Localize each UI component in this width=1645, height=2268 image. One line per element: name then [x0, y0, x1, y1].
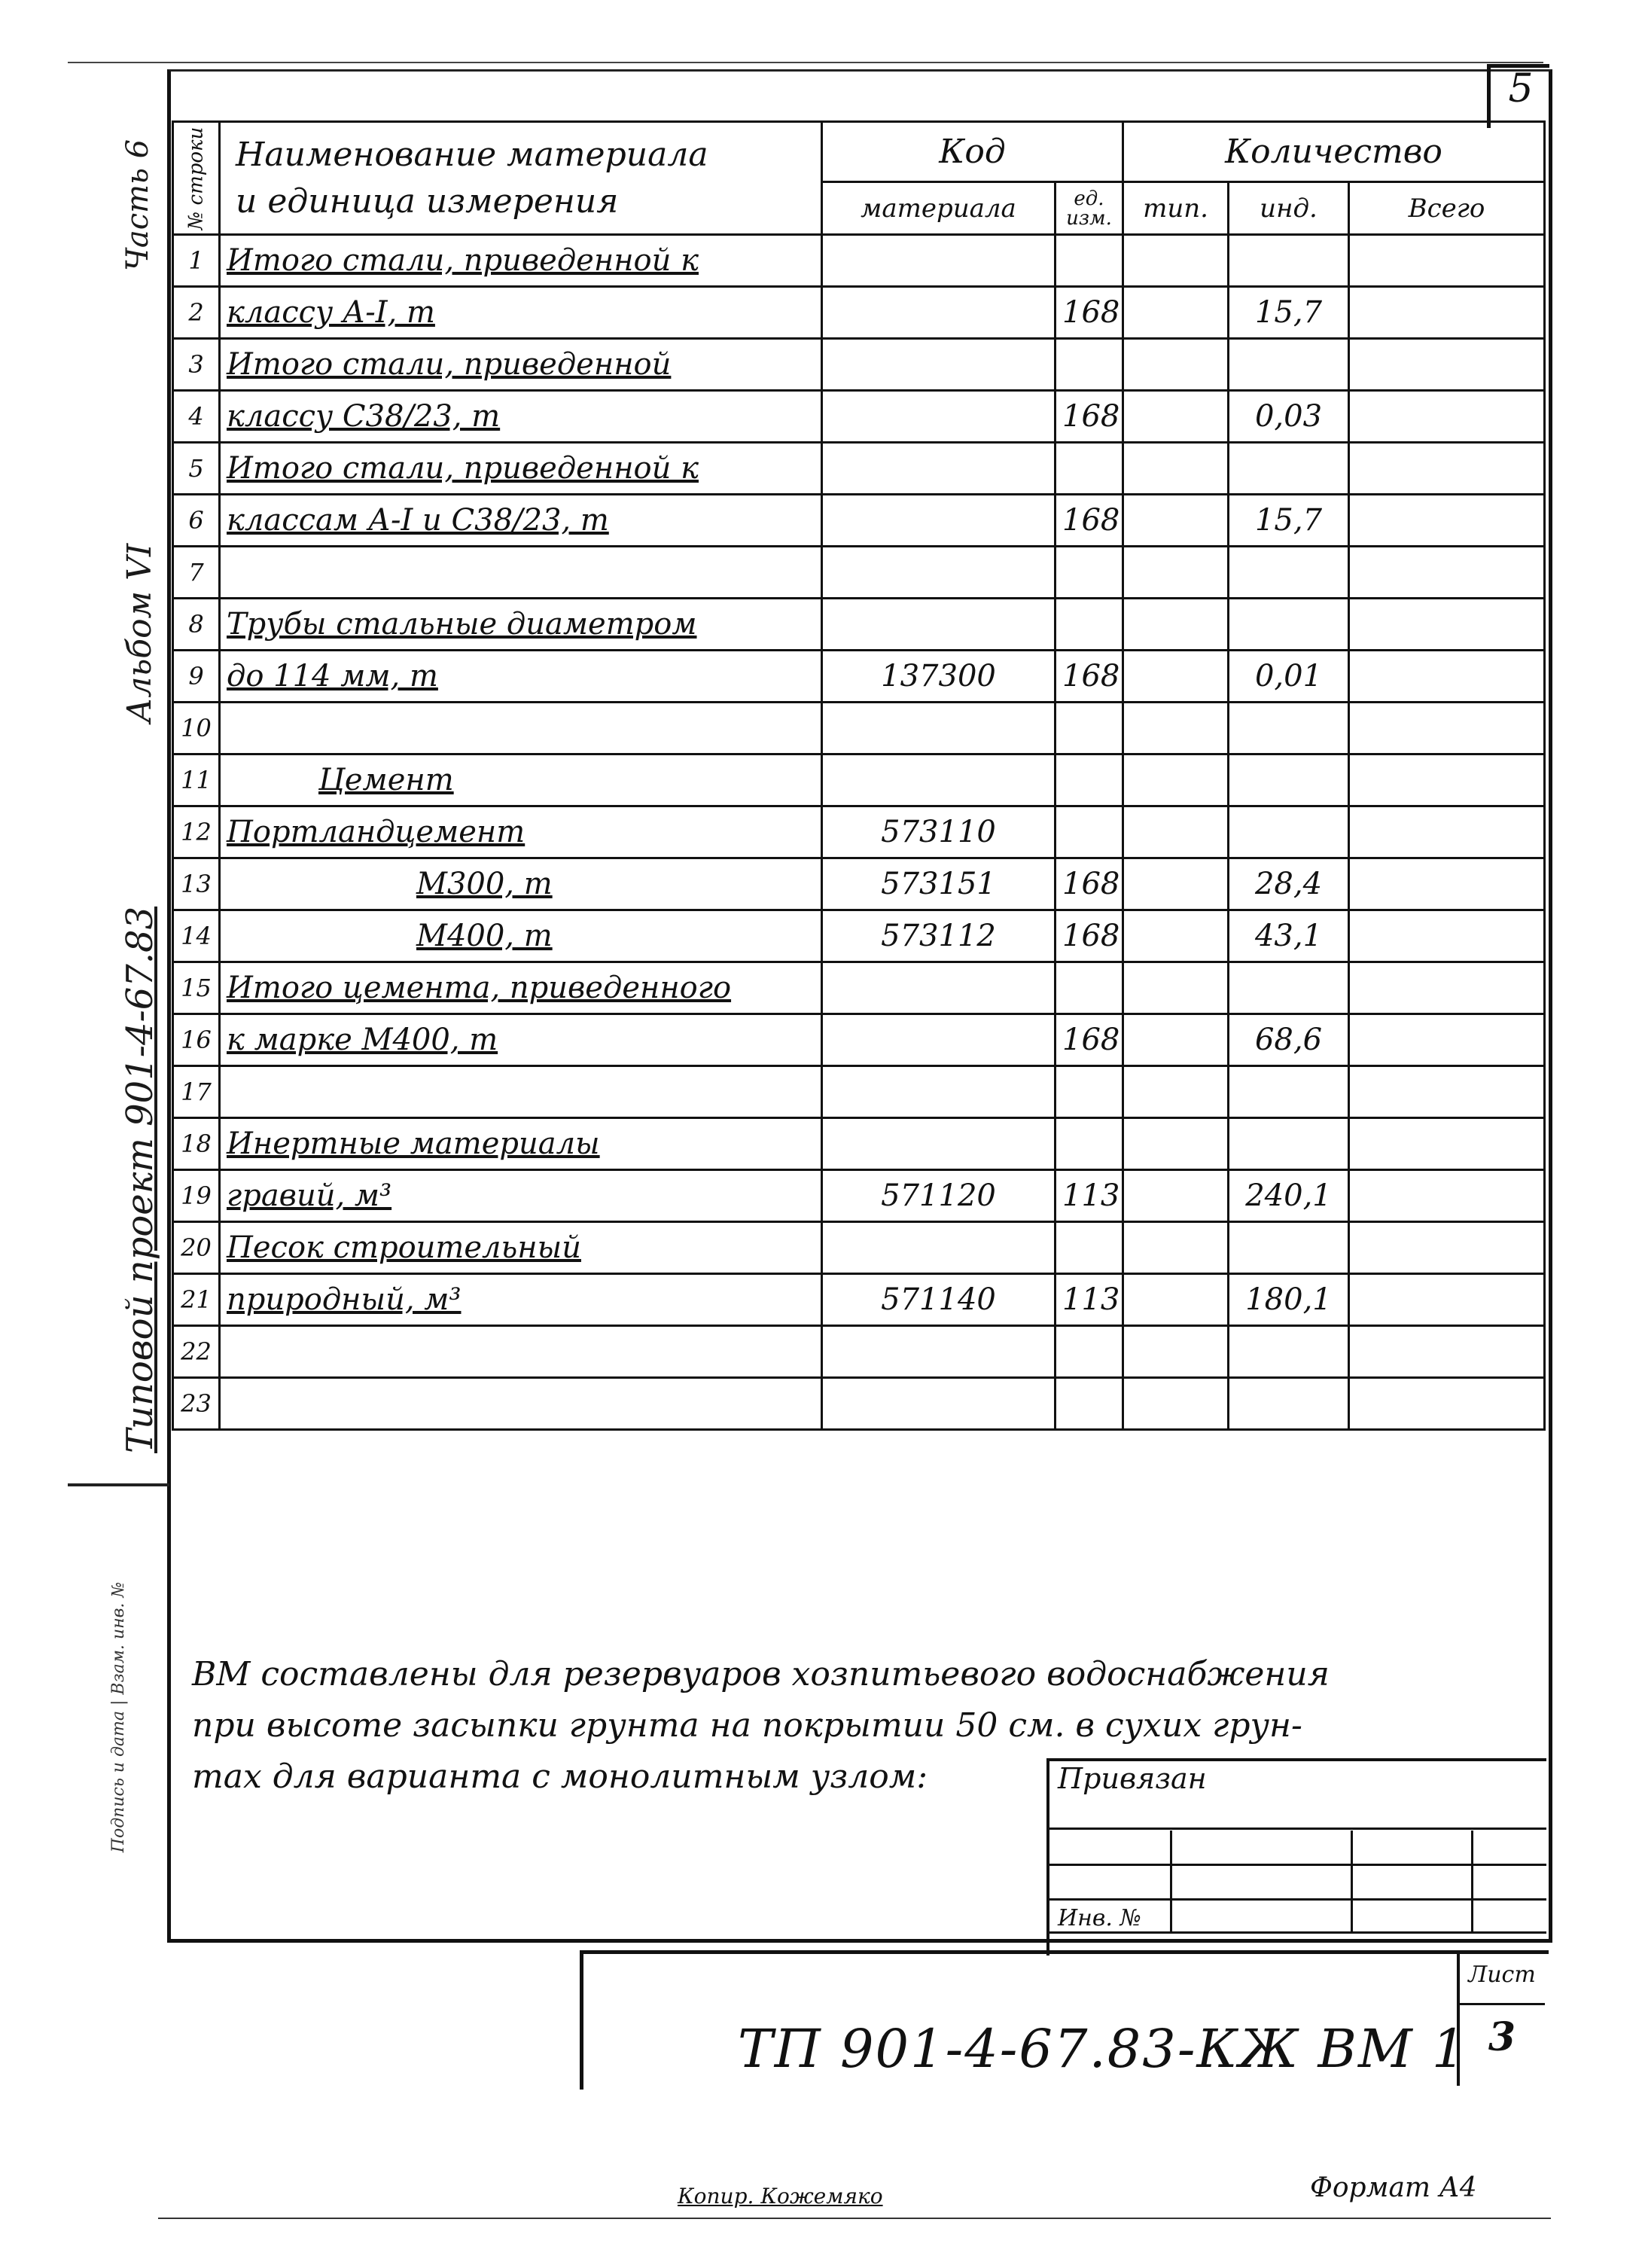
row-number: 21	[173, 1274, 220, 1326]
material-code	[822, 547, 1056, 599]
qty-ind: 180,1	[1229, 1274, 1349, 1326]
qty-ind: 15,7	[1229, 495, 1349, 547]
qty-ind: 240,1	[1229, 1170, 1349, 1222]
material-code	[822, 1326, 1056, 1378]
material-name: природный, м³	[220, 1274, 822, 1326]
bottom-border-line	[158, 2218, 1551, 2219]
table-row	[173, 1222, 1545, 1274]
sheet-divider-line	[1457, 2003, 1545, 2005]
qty-typ	[1123, 962, 1229, 1014]
table-row	[173, 962, 1545, 1014]
unit-code: 168	[1056, 495, 1123, 547]
unit-code: 168	[1056, 651, 1123, 703]
qty-typ	[1123, 235, 1229, 287]
material-name: М300, т	[220, 858, 822, 910]
unit-code: 113	[1056, 1274, 1123, 1326]
material-code	[822, 1066, 1056, 1118]
qty-ind	[1229, 443, 1349, 495]
qty-ind	[1229, 1222, 1349, 1274]
qty-total	[1349, 287, 1545, 339]
qty-ind	[1229, 754, 1349, 806]
row-number: 9	[173, 651, 220, 703]
header-qty-ind: инд.	[1229, 182, 1349, 235]
unit-code	[1056, 1222, 1123, 1274]
table-row	[173, 806, 1545, 858]
qty-ind: 43,1	[1229, 910, 1349, 962]
qty-ind	[1229, 703, 1349, 754]
material-code	[822, 339, 1056, 391]
unit-code	[1056, 339, 1123, 391]
unit-code	[1056, 1066, 1123, 1118]
unit-code	[1056, 547, 1123, 599]
row-number: 3	[173, 339, 220, 391]
material-name: до 114 мм, т	[220, 651, 822, 703]
qty-ind: 0,03	[1229, 391, 1349, 443]
material-name	[220, 547, 822, 599]
material-name: Портландцемент	[220, 806, 822, 858]
table-row	[173, 1014, 1545, 1066]
table-row	[173, 443, 1545, 495]
table-row	[173, 547, 1545, 599]
qty-total	[1349, 910, 1545, 962]
qty-total	[1349, 1118, 1545, 1170]
qty-ind	[1229, 235, 1349, 287]
header-code-unit: ед. изм.	[1056, 182, 1123, 235]
qty-typ	[1123, 443, 1229, 495]
note-line-2: при высоте засыпки грунта на покрытии 50 см. в сухих грун-	[192, 1706, 1302, 1745]
material-code: 573112	[822, 910, 1056, 962]
unit-code	[1056, 703, 1123, 754]
row-number: 1	[173, 235, 220, 287]
qty-typ	[1123, 339, 1229, 391]
qty-total	[1349, 806, 1545, 858]
qty-typ	[1123, 1014, 1229, 1066]
qty-total	[1349, 858, 1545, 910]
material-code	[822, 754, 1056, 806]
qty-ind	[1229, 339, 1349, 391]
top-border-line	[68, 62, 1543, 63]
qty-total	[1349, 443, 1545, 495]
stub-label: Подпись и дата | Взам. инв. №	[109, 1581, 129, 1852]
qty-typ	[1123, 858, 1229, 910]
qty-total	[1349, 547, 1545, 599]
row-number: 17	[173, 1066, 220, 1118]
material-name: Трубы стальные диаметром	[220, 599, 822, 651]
left-stub	[68, 1487, 169, 1946]
qty-typ	[1123, 1222, 1229, 1274]
row-number: 8	[173, 599, 220, 651]
material-name: к марке М400, т	[220, 1014, 822, 1066]
row-number: 22	[173, 1326, 220, 1378]
unit-code	[1056, 806, 1123, 858]
header-name: Наименование материала и единица измерения	[220, 122, 822, 235]
unit-code: 168	[1056, 858, 1123, 910]
material-code	[822, 599, 1056, 651]
row-number: 14	[173, 910, 220, 962]
table-row	[173, 1326, 1545, 1378]
qty-total	[1349, 1170, 1545, 1222]
material-code	[822, 962, 1056, 1014]
row-number: 16	[173, 1014, 220, 1066]
table-row	[173, 1378, 1545, 1430]
table-row	[173, 651, 1545, 703]
qty-typ	[1123, 599, 1229, 651]
material-name: классу С38/23, т	[220, 391, 822, 443]
header-code-material: материала	[822, 182, 1056, 235]
header-qty-typ: тип.	[1123, 182, 1229, 235]
row-number: 5	[173, 443, 220, 495]
row-number: 7	[173, 547, 220, 599]
document-number: ТП 901-4-67.83-КЖ ВМ 1	[738, 2018, 1467, 2080]
qty-typ	[1123, 1274, 1229, 1326]
header-qty-total: Всего	[1349, 182, 1545, 235]
unit-code: 168	[1056, 391, 1123, 443]
qty-ind	[1229, 1378, 1349, 1430]
qty-ind	[1229, 599, 1349, 651]
material-code	[822, 1118, 1056, 1170]
qty-ind	[1229, 1066, 1349, 1118]
unit-code	[1056, 962, 1123, 1014]
qty-typ	[1123, 1378, 1229, 1430]
material-name: М400, т	[220, 910, 822, 962]
material-code: 573110	[822, 806, 1056, 858]
row-number: 13	[173, 858, 220, 910]
material-name: Итого цемента, приведенного	[220, 962, 822, 1014]
side-label-project: Типовой проект 901-4-67.83	[119, 906, 161, 1453]
material-code: 571140	[822, 1274, 1056, 1326]
qty-total	[1349, 235, 1545, 287]
sheet-label: Лист	[1468, 1962, 1536, 1988]
footer-copied-by: Копир. Кожемяко	[678, 2184, 883, 2209]
stamp-title: Привязан	[1058, 1762, 1207, 1795]
material-name: гравий, м³	[220, 1170, 822, 1222]
row-number: 4	[173, 391, 220, 443]
material-code	[822, 1014, 1056, 1066]
material-name: классам А-I и С38/23, т	[220, 495, 822, 547]
unit-code	[1056, 235, 1123, 287]
row-number: 19	[173, 1170, 220, 1222]
material-code	[822, 235, 1056, 287]
unit-code	[1056, 754, 1123, 806]
table-row	[173, 495, 1545, 547]
footer-format: Формат А4	[1310, 2172, 1477, 2203]
material-name: Песок строительный	[220, 1222, 822, 1274]
row-number: 20	[173, 1222, 220, 1274]
material-name	[220, 703, 822, 754]
material-name: Итого стали, приведенной к	[220, 443, 822, 495]
qty-ind: 0,01	[1229, 651, 1349, 703]
qty-typ	[1123, 1170, 1229, 1222]
qty-typ	[1123, 391, 1229, 443]
unit-code	[1056, 1378, 1123, 1430]
qty-total	[1349, 339, 1545, 391]
qty-typ	[1123, 495, 1229, 547]
qty-total	[1349, 495, 1545, 547]
qty-typ	[1123, 806, 1229, 858]
materials-table-body	[173, 235, 1545, 1430]
table-row	[173, 1170, 1545, 1222]
unit-code	[1056, 1118, 1123, 1170]
qty-total	[1349, 1378, 1545, 1430]
table-row	[173, 910, 1545, 962]
sheet-number: 3	[1488, 2014, 1516, 2060]
row-number: 2	[173, 287, 220, 339]
header-code: Код	[822, 122, 1123, 182]
qty-typ	[1123, 1118, 1229, 1170]
qty-ind	[1229, 962, 1349, 1014]
qty-total	[1349, 1326, 1545, 1378]
note-line-3: тах для варианта с монолитным узлом:	[192, 1757, 928, 1796]
unit-code	[1056, 1326, 1123, 1378]
table-row	[173, 287, 1545, 339]
material-code: 573151	[822, 858, 1056, 910]
side-label-part: Часть 6	[120, 139, 155, 271]
table-row	[173, 1066, 1545, 1118]
table-row	[173, 235, 1545, 287]
material-code	[822, 1222, 1056, 1274]
material-name: Инертные материалы	[220, 1118, 822, 1170]
qty-typ	[1123, 754, 1229, 806]
qty-total	[1349, 599, 1545, 651]
qty-ind: 68,6	[1229, 1014, 1349, 1066]
material-name: классу А-I, т	[220, 287, 822, 339]
material-name: Итого стали, приведенной к	[220, 235, 822, 287]
note-line-1: ВМ составлены для резервуаров хозпитьевого водоснабжения	[192, 1655, 1330, 1693]
qty-total	[1349, 754, 1545, 806]
material-name: Итого стали, приведенной	[220, 339, 822, 391]
qty-total	[1349, 703, 1545, 754]
row-number: 15	[173, 962, 220, 1014]
row-number: 18	[173, 1118, 220, 1170]
qty-typ	[1123, 910, 1229, 962]
table-row	[173, 339, 1545, 391]
qty-typ	[1123, 703, 1229, 754]
material-code	[822, 1378, 1056, 1430]
material-code	[822, 287, 1056, 339]
stamp-inventory: Инв. №	[1058, 1905, 1141, 1931]
row-number: 6	[173, 495, 220, 547]
table-row	[173, 858, 1545, 910]
qty-total	[1349, 391, 1545, 443]
qty-total	[1349, 651, 1545, 703]
material-name	[220, 1378, 822, 1430]
table-row	[173, 1118, 1545, 1170]
table-row	[173, 391, 1545, 443]
qty-total	[1349, 962, 1545, 1014]
row-number: 12	[173, 806, 220, 858]
material-code	[822, 391, 1056, 443]
qty-total	[1349, 1222, 1545, 1274]
row-number: 10	[173, 703, 220, 754]
table-row	[173, 1274, 1545, 1326]
material-name	[220, 1326, 822, 1378]
material-name: Цемент	[220, 754, 822, 806]
qty-total	[1349, 1066, 1545, 1118]
material-code: 137300	[822, 651, 1056, 703]
side-label-album: Альбом VI	[120, 543, 159, 723]
qty-typ	[1123, 651, 1229, 703]
material-code	[822, 443, 1056, 495]
material-name	[220, 1066, 822, 1118]
qty-ind: 28,4	[1229, 858, 1349, 910]
qty-typ	[1123, 1066, 1229, 1118]
table-row	[173, 754, 1545, 806]
qty-ind: 15,7	[1229, 287, 1349, 339]
row-number: 11	[173, 754, 220, 806]
table-row	[173, 599, 1545, 651]
unit-code: 168	[1056, 287, 1123, 339]
material-code: 571120	[822, 1170, 1056, 1222]
header-quantity: Количество	[1123, 122, 1545, 182]
unit-code: 113	[1056, 1170, 1123, 1222]
header-rowno: № строки	[173, 122, 220, 235]
row-number: 23	[173, 1378, 220, 1430]
unit-code: 168	[1056, 1014, 1123, 1066]
material-code	[822, 703, 1056, 754]
materials-table	[172, 120, 1546, 1431]
qty-typ	[1123, 287, 1229, 339]
page-number: 5	[1508, 66, 1534, 111]
table-row	[173, 703, 1545, 754]
unit-code	[1056, 443, 1123, 495]
qty-total	[1349, 1014, 1545, 1066]
qty-ind	[1229, 1118, 1349, 1170]
unit-code	[1056, 599, 1123, 651]
unit-code: 168	[1056, 910, 1123, 962]
qty-ind	[1229, 1326, 1349, 1378]
material-code	[822, 495, 1056, 547]
qty-ind	[1229, 806, 1349, 858]
qty-typ	[1123, 1326, 1229, 1378]
qty-total	[1349, 1274, 1545, 1326]
qty-ind	[1229, 547, 1349, 599]
qty-typ	[1123, 547, 1229, 599]
